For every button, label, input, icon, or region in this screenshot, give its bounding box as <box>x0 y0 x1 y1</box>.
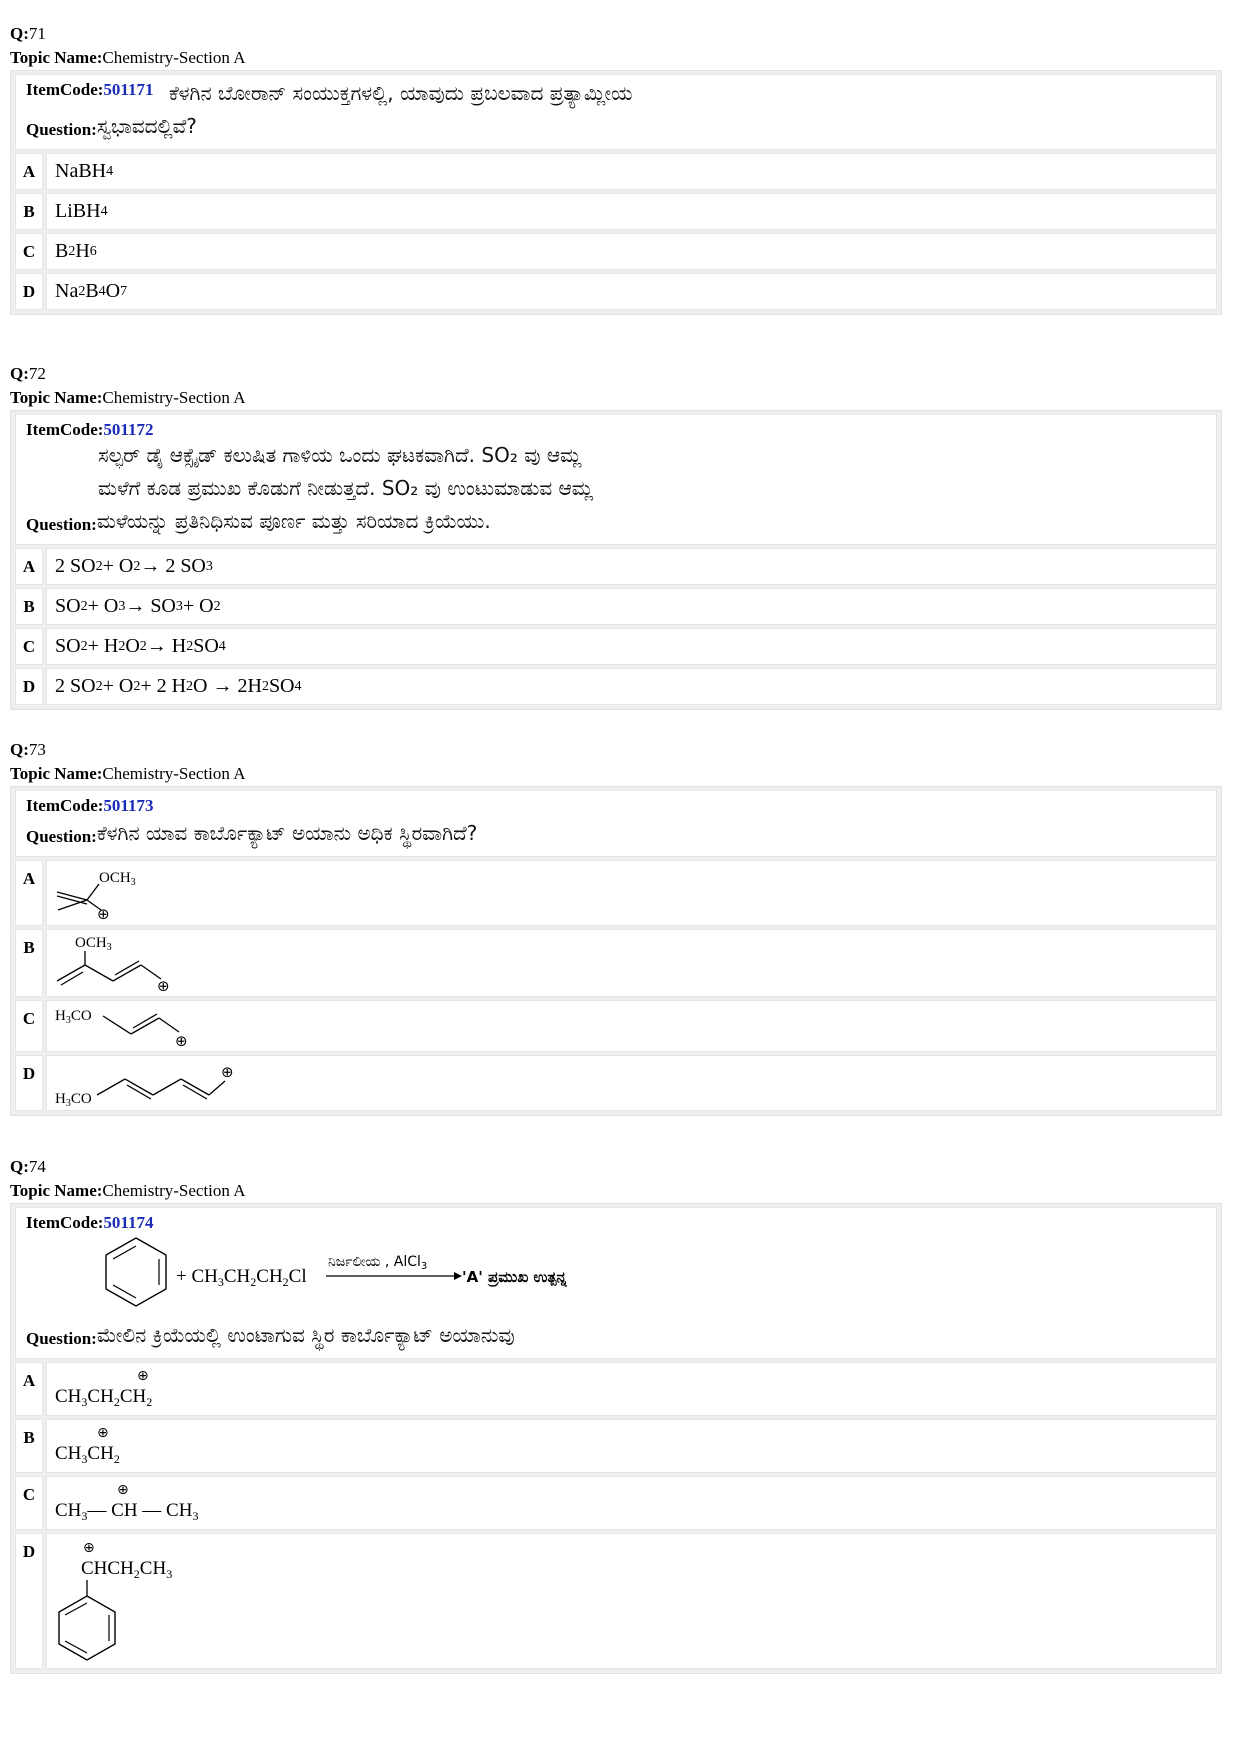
svg-text:⊕: ⊕ <box>157 977 170 995</box>
svg-text:'A' ಪ್ರಮುಖ ಉತ್ಪನ್ನ: 'A' ಪ್ರಮುಖ ಉತ್ಪನ್ನ <box>462 1268 567 1286</box>
svg-text:⊕: ⊕ <box>221 1063 234 1081</box>
option-b[interactable] <box>15 929 1217 997</box>
option-label: D <box>15 668 43 705</box>
option-structure <box>46 1476 1217 1530</box>
option-label: A <box>15 860 43 926</box>
option-label: B <box>15 588 43 625</box>
svg-text:⊕: ⊕ <box>137 1368 149 1384</box>
svg-text:OCH3: $OCH_3$ <box>75 935 112 953</box>
option-label: C <box>15 628 43 665</box>
option-structure <box>46 929 1217 997</box>
carbocation-structure-b <box>53 931 233 995</box>
item-code: ItemCode:501173 <box>26 796 154 815</box>
benzene-ring <box>59 1596 115 1660</box>
topic-line: Topic Name:Chemistry-Section A <box>10 388 246 407</box>
option-d[interactable] <box>15 668 1217 705</box>
question-text-line: ಮಳೆಗೆ ಕೂಡ ಪ್ರಮುಖ ಕೊಡುಗೆ ನೀಡುತ್ತದೆ. SO₂ ವು ಉಂಟುಮಾಡುವ ಆಮ್ಲ <box>98 476 594 500</box>
carbocation-structure-c <box>53 1002 233 1050</box>
reaction-scheme <box>96 1234 716 1312</box>
carbocation-formula-d <box>53 1536 273 1668</box>
svg-text:CH3— CH — CH3: $CH_3—$ CH — $CH_3$ <box>55 1500 199 1523</box>
question-box <box>10 410 1222 710</box>
svg-text:⊕: ⊕ <box>175 1032 188 1050</box>
svg-text:⊕: ⊕ <box>97 905 110 923</box>
option-label: A <box>15 548 43 585</box>
svg-text:CH3CH2: $CH_3CH_2$ <box>55 1443 120 1466</box>
question-text-line: ಕೆಳಗಿನ ಬೋರಾನ್ ಸಂಯುಕ್ತಗಳಲ್ಲಿ, ಯಾವುದು ಪ್ರಬಲವಾದ ಪ್ರತ್ಯಾಮ್ಲೀಯ <box>168 81 633 105</box>
svg-text:CH3CH2CH2: $CH_3CH_2CH_2$ <box>55 1386 153 1409</box>
question-cell <box>15 1207 1217 1359</box>
svg-text:⊕: ⊕ <box>83 1540 95 1556</box>
question-label: Question: <box>26 827 97 846</box>
topic-line: Topic Name:Chemistry-Section A <box>10 1181 246 1200</box>
option-b[interactable] <box>15 588 1217 625</box>
option-text: SO 2 + H 2 O 2 → H 2 SO 4 <box>46 628 1217 665</box>
option-label: D <box>15 1533 43 1669</box>
question-cell <box>15 790 1217 857</box>
option-c[interactable] <box>15 1476 1217 1530</box>
item-code: ItemCode:501171 <box>26 80 154 99</box>
option-label: B <box>15 929 43 997</box>
question-label: Question: <box>26 1329 97 1348</box>
svg-text:OCH3: $OCH_3$ <box>99 870 136 888</box>
carbocation-formula-b <box>53 1421 253 1471</box>
option-structure <box>46 1533 1217 1669</box>
item-code: ItemCode:501174 <box>26 1213 154 1232</box>
option-structure <box>46 1362 1217 1416</box>
question-label: Question: <box>26 120 97 139</box>
question-text-line: ಕೆಳಗಿನ ಯಾವ ಕಾರ್ಬೊಕ್ಯಾಟ್ ಅಯಾನು ಅಧಿಕ ಸ್ಥಿರವಾಗಿದೆ? <box>96 821 478 845</box>
option-b[interactable] <box>15 1419 1217 1473</box>
question-number-line: Q:71 <box>10 24 46 43</box>
carbocation-formula-a <box>53 1364 253 1414</box>
question-71 <box>10 22 1222 315</box>
svg-text:⊕: ⊕ <box>117 1482 129 1498</box>
option-text: SO 2 + O 3 → SO 3 + O 2 <box>46 588 1217 625</box>
option-label: C <box>15 233 43 270</box>
option-d[interactable] <box>15 1055 1217 1111</box>
question-74 <box>10 1155 1222 1674</box>
question-cell <box>15 74 1217 150</box>
option-structure <box>46 860 1217 926</box>
carbocation-structure-a <box>53 862 173 924</box>
question-cell <box>15 414 1217 545</box>
item-code: ItemCode:501172 <box>26 420 154 439</box>
question-box <box>10 70 1222 315</box>
svg-text:H3CO: $H_3CO$ <box>55 1091 92 1109</box>
option-label: B <box>15 193 43 230</box>
option-c[interactable] <box>15 233 1217 270</box>
option-text: Na 2 B 4 O 7 <box>46 273 1217 310</box>
option-label: B <box>15 1419 43 1473</box>
option-d[interactable] <box>15 1533 1217 1669</box>
option-c[interactable] <box>15 1000 1217 1052</box>
option-text: NaBH 4 <box>46 153 1217 190</box>
option-b[interactable] <box>15 193 1217 230</box>
topic-line: Topic Name:Chemistry-Section A <box>10 764 246 783</box>
question-label: Question: <box>26 515 97 534</box>
option-text: LiBH 4 <box>46 193 1217 230</box>
option-text: 2 SO 2 + O 2 + 2 H 2 O → 2H 2 SO 4 <box>46 668 1217 705</box>
question-72 <box>10 362 1222 710</box>
question-text-line: ಸ್ವಭಾವದಲ್ಲಿವೆ? <box>96 114 197 138</box>
question-number-line: Q:73 <box>10 740 46 759</box>
svg-text:⊕: ⊕ <box>97 1425 109 1441</box>
option-structure <box>46 1419 1217 1473</box>
option-label: D <box>15 273 43 310</box>
option-a[interactable] <box>15 153 1217 190</box>
question-number-line: Q:74 <box>10 1157 46 1176</box>
option-d[interactable] <box>15 273 1217 310</box>
option-label: C <box>15 1000 43 1052</box>
option-label: D <box>15 1055 43 1111</box>
option-a[interactable] <box>15 860 1217 926</box>
carbocation-structure-d <box>53 1057 253 1109</box>
option-label: C <box>15 1476 43 1530</box>
question-text-line: ಸಲ್ಫರ್ ಡೈ ಆಕ್ಸೈಡ್ ಕಲುಷಿತ ಗಾಳಿಯ ಒಂದು ಘಟಕವಾಗಿದೆ. SO₂ ವು ಆಮ್ಲ <box>98 443 582 467</box>
option-structure <box>46 1055 1217 1111</box>
option-text: B 2 H 6 <box>46 233 1217 270</box>
option-c[interactable] <box>15 628 1217 665</box>
svg-text:CHCH2CH3: $CHCH_2CH_3$ <box>81 1558 173 1581</box>
benzene-ring <box>106 1238 166 1306</box>
question-box <box>10 1203 1222 1674</box>
option-a[interactable] <box>15 548 1217 585</box>
topic-line: Topic Name:Chemistry-Section A <box>10 48 246 67</box>
question-text-line: ಮಳೆಯನ್ನು ಪ್ರತಿನಿಧಿಸುವ ಪೂರ್ಣ ಮತ್ತು ಸರಿಯಾದ ಕ್ರಿಯೆಯು. <box>96 509 491 533</box>
question-73 <box>10 738 1222 1116</box>
question-number-line: Q:72 <box>10 364 46 383</box>
option-label: A <box>15 1362 43 1416</box>
question-text-line: ಮೇಲಿನ ಕ್ರಿಯೆಯಲ್ಲಿ ಉಂಟಾಗುವ ಸ್ಥಿರ ಕಾರ್ಬೊಕ್ಯಾಟ್ ಅಯಾನುವು <box>96 1323 515 1347</box>
option-a[interactable] <box>15 1362 1217 1416</box>
svg-text:+ CH3CH2CH2Cl: + $CH_3CH_2CH_2Cl$ <box>176 1266 307 1289</box>
option-text: 2 SO 2 + O 2 → 2 SO 3 <box>46 548 1217 585</box>
option-label: A <box>15 153 43 190</box>
option-structure <box>46 1000 1217 1052</box>
svg-text:ನಿರ್ಜಲೀಯ , AlCl3: ನಿರ್ಜಲೀಯ , AlCl$_3$ <box>328 1254 428 1272</box>
svg-text:H3CO: $H_3CO$ <box>55 1008 92 1026</box>
carbocation-formula-c <box>53 1478 293 1528</box>
question-box <box>10 786 1222 1116</box>
